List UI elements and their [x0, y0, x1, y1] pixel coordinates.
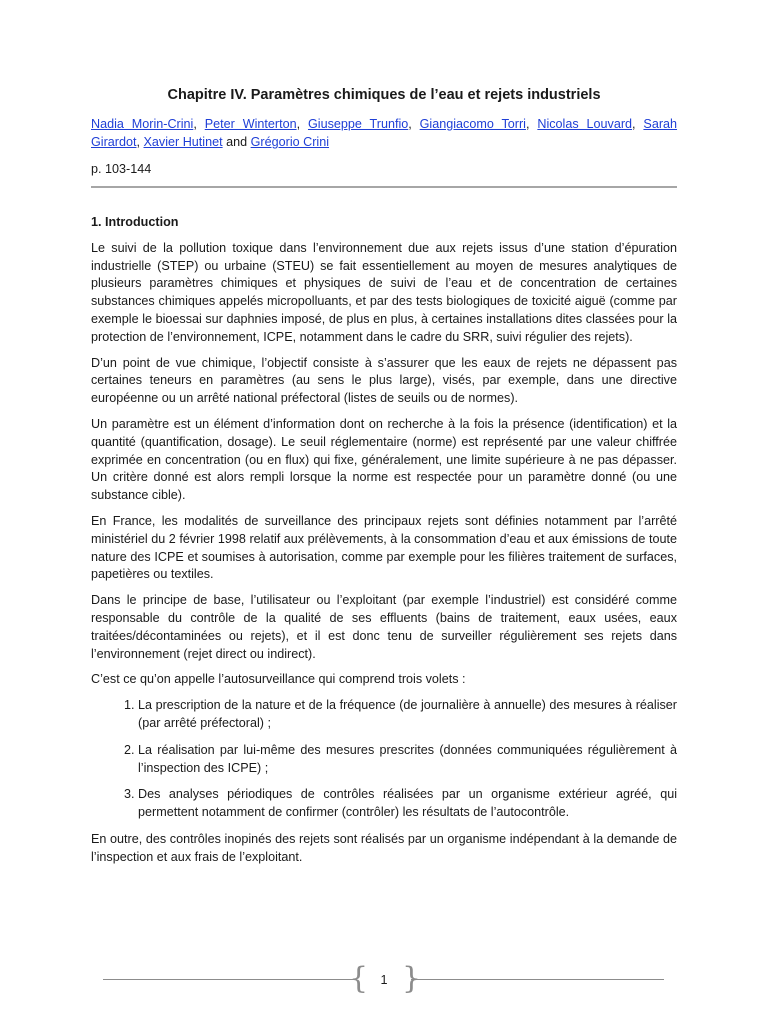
paragraph: Le suivi de la pollution toxique dans l’environnement due aux rejets issus d’une station d’épuration industrielle (STEP) ou urbaine (STEU) se fait essentiellement au moyen de mesures analytiques de plusieurs paramètres chimiques et physiques de suivi de l’eau et de concentration de certaines substances chimiques appelés micropolluants, et par des tests biologiques de toxicité aiguë (comme par exemple le bioessai sur daphnies imposé, de plus en plus, à certaines installations dites classées pour la protection de l’environnement, ICPE, notamment dans le cadre du SRR, suivi régulier des rejets).: [91, 240, 677, 344]
authors-conjunction: and: [226, 135, 248, 149]
footer-rule-left: [103, 979, 355, 980]
author-link[interactable]: Sarah Girardot: [91, 117, 678, 149]
page-range: p. 103-144: [91, 162, 152, 176]
document-body: [91, 214, 677, 875]
left-brace-icon: {: [349, 961, 369, 996]
page-footer: [0, 962, 768, 998]
author-link[interactable]: Grégorio Crini: [250, 135, 330, 149]
author-link[interactable]: Giangiacomo Torri: [419, 117, 526, 131]
author-link[interactable]: Nadia Morin-Crini: [91, 117, 194, 131]
footer-rule-right: [411, 979, 664, 980]
author-link[interactable]: Nicolas Louvard: [537, 117, 633, 131]
list-item: 2. La réalisation par lui-même des mesures prescrites (données communiquées régulièrement à l’inspection des ICPE) ;: [138, 742, 677, 778]
author-link[interactable]: Peter Winterton: [204, 117, 297, 131]
chapter-title: Chapitre IV. Paramètres chimiques de l’eau et rejets industriels: [167, 87, 601, 103]
paragraph: En outre, des contrôles inopinés des rejets sont réalisés par un organisme indépendant à la demande de l’inspection et aux frais de l’exploitant.: [91, 831, 677, 864]
list-item: 1. La prescription de la nature et de la fréquence (de journalière à annuelle) des mesures à réaliser (par arrêté préfectoral) ;: [138, 697, 677, 733]
numbered-list: [91, 697, 677, 822]
author-list: Nadia Morin-Crini, Peter Winterton, Giuseppe Trunfio, Giangiacomo Torri, Nicolas Louvard, Sarah Girardot, Xavier Hutinet and Grégorio Crini: [91, 117, 678, 149]
list-item: 3. Des analyses périodiques de contrôles réalisées par un organisme extérieur agréé, qui permettent notamment de confirmer (contrôler) les résultats de l’autocontrôle.: [138, 786, 677, 822]
author-link[interactable]: Giuseppe Trunfio: [307, 117, 409, 131]
right-brace-icon: }: [402, 961, 422, 996]
horizontal-rule: [91, 186, 677, 188]
paragraph: Dans le principe de base, l’utilisateur ou l’exploitant (par exemple l’industriel) est considéré comme responsable du contrôle de la qualité de ses effluents (bains de traitement, eaux usées, eaux traitées/décontaminées ou rejets), et il est donc tenu de surveiller régulièrement ses rejets dans l’environnement (rejet direct ou indirect).: [91, 593, 677, 661]
author-link[interactable]: Xavier Hutinet: [143, 135, 223, 149]
paragraph: En France, les modalités de surveillance des principaux rejets sont définies notamment par l’arrêté ministériel du 2 février 1998 relatif aux prélèvements, à la consommation d’eau et aux émissions de toute nature des ICPE et soumises à autorisation, comme par exemple pour les filières traitement de surfaces, papetières ou textiles.: [91, 513, 677, 582]
paragraph: D’un point de vue chimique, l’objectif consiste à s’assurer que les eaux de rejets ne dépassent pas certaines teneurs en paramètres (au sens le plus large), visés, par exemple, dans une directive européenne ou un arrêté national préfectoral (listes de seuils ou de normes).: [91, 355, 677, 406]
paragraph: C’est ce qu’on appelle l’autosurveillance qui comprend trois volets :: [91, 672, 466, 687]
paragraph: Un paramètre est un élément d’information dont on recherche à la fois la présence (identification) et la quantité (quantification, dosage). Le seuil réglementaire (norme) est représenté par une valeur chiffrée exprimée en concentration (ou en flux) qui fixe, généralement, une limite supérieure à ne pas dépasser. Un critère donné est alors rempli lorsque la norme est respectée pour un paramètre donné (ou une substance cible).: [91, 416, 677, 503]
section-heading: 1. Introduction: [91, 215, 179, 229]
page-number: 1: [380, 973, 388, 987]
